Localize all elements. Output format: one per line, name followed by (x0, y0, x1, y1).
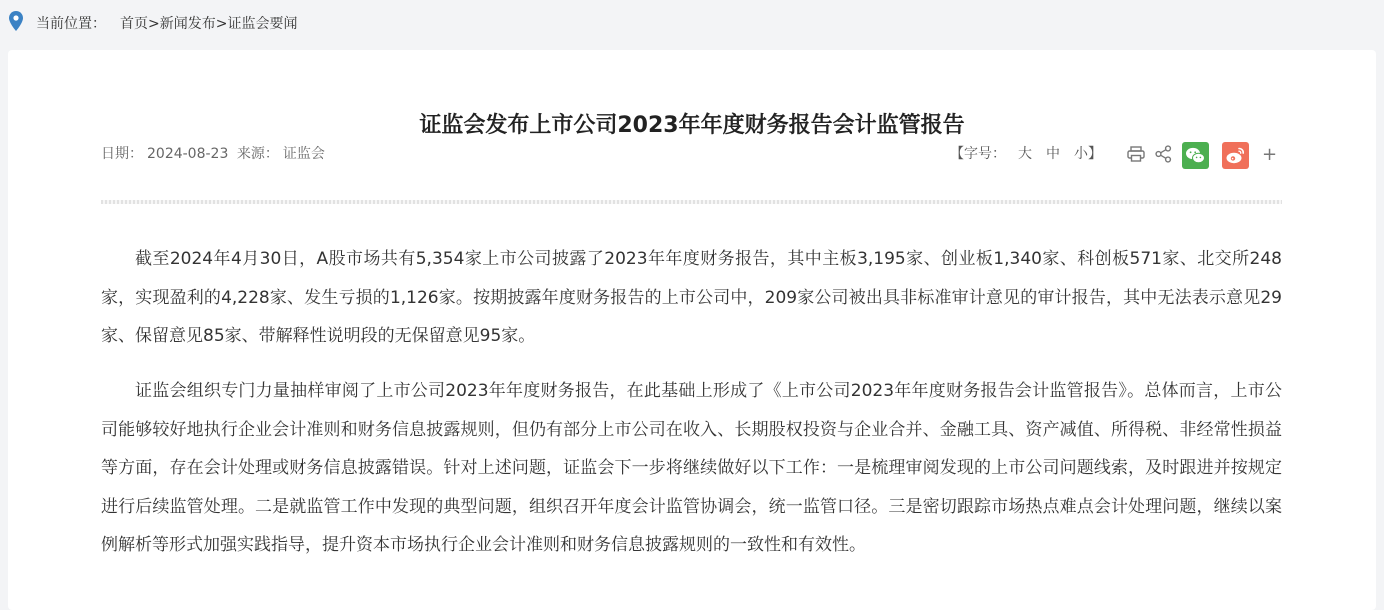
font-size-label: 【字号： (950, 146, 1006, 162)
article-paragraph-2: 证监会组织专门力量抽样审阅了上市公司2023年年度财务报告，在此基础上形成了《上市公司2023年年度财务报告会计监管报告》。总体而言，上市公司能够较好地执行企业会计准则和财务信息披露规则，但仍有部分上市公司在收入、长期股权投资与企业合并、金融工具、资产减值、所得税、非经常性损益等方面，存在会计处理或财务信息披露错误。针对上述问题，证监会下一步将继续做好以下工作：一是梳理审阅发现的上市公司问题线索，及时跟进并按规定进行后续监管处理。二是就监管工作中发现的典型问题，组织召开年度会计监管协调会，统一监管口径。三是密切跟踪市场热点难点会计处理问题，继续以案例解析等形式加强实践指导，提升资本市场执行企业会计准则和财务信息披露规则的一致性和有效性。 (101, 381, 1282, 555)
source-value: 证监会 (282, 146, 325, 162)
breadcrumb-path[interactable]: 首页>新闻发布>证监会要闻 (120, 16, 298, 32)
wechat-icon[interactable] (1182, 142, 1209, 169)
date-value: 2024-08-23 (147, 146, 229, 162)
font-size-large-button[interactable]: 大 (1018, 146, 1032, 162)
breadcrumb-bar (0, 0, 1384, 44)
article-title: 证监会发布上市公司2023年年度财务报告会计监管报告 (419, 113, 965, 138)
font-size-small-button[interactable]: 小 (1074, 146, 1088, 162)
plus-icon[interactable]: + (1262, 144, 1278, 165)
location-pin-icon (9, 11, 23, 31)
article-paragraph-1: 截至2024年4月30日，A股市场共有5,354家上市公司披露了2023年年度财务报告，其中主板3,195家、创业板1,340家、科创板571家、北交所248家，实现盈利的4,228家、发生亏损的1,126家。按期披露年度财务报告的上市公司中，209家公司被出具非标准审计意见的审计报告，其中无法表示意见29家、保留意见85家、带解释性说明段的无保留意见95家。 (101, 249, 1282, 346)
share-icon[interactable] (1155, 145, 1172, 163)
font-size-control (950, 143, 1102, 163)
article-meta (101, 143, 329, 163)
source-label: 来源： (236, 146, 279, 162)
print-icon[interactable] (1127, 146, 1145, 162)
breadcrumb-label: 当前位置： (36, 16, 106, 32)
font-size-close-bracket: 】 (1088, 146, 1102, 162)
weibo-icon[interactable] (1222, 142, 1249, 169)
header-divider (101, 200, 1282, 204)
font-size-medium-button[interactable]: 中 (1046, 146, 1060, 162)
date-label: 日期： (101, 146, 143, 162)
